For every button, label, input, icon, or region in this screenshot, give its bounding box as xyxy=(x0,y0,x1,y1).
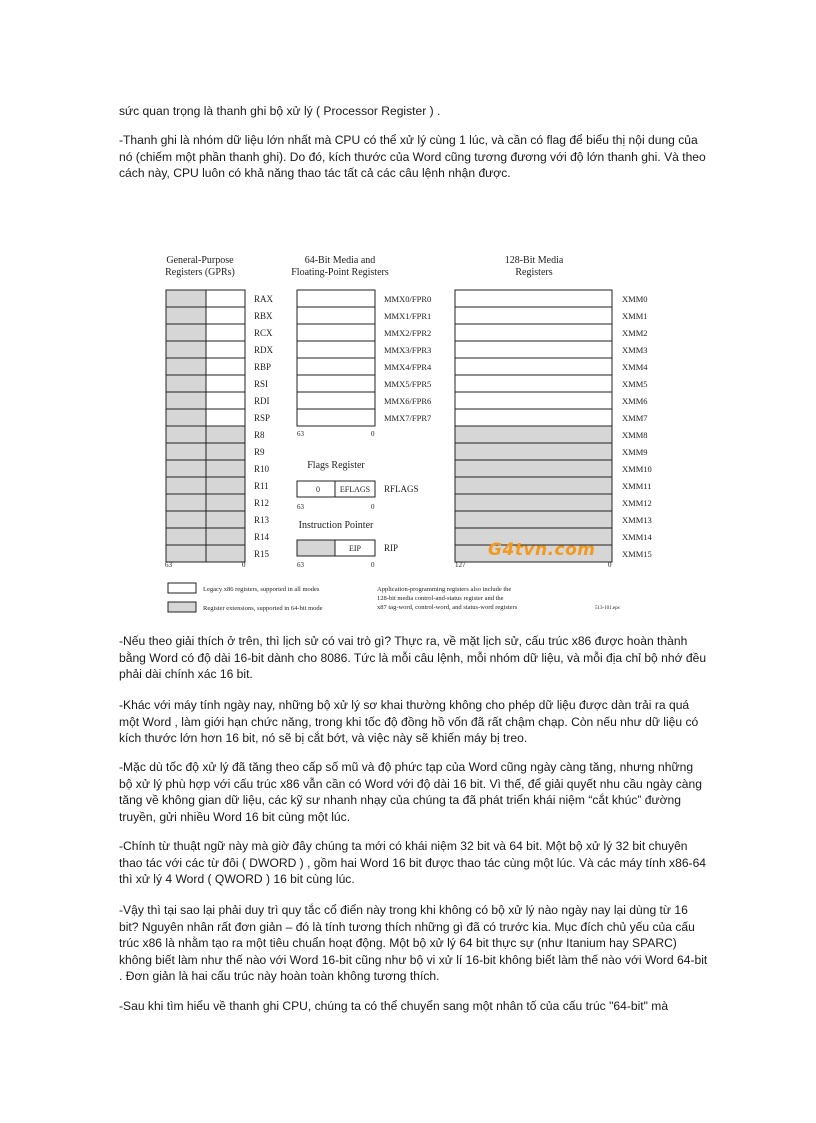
mmx-register-cell xyxy=(297,358,375,375)
note-line2: 128-bit media control-and-status register and the xyxy=(377,595,504,602)
gpr-register-name: R8 xyxy=(254,430,265,440)
mmx-register-cell xyxy=(297,409,375,426)
paragraph: -Khác với máy tính ngày nay, những bộ xử lý sơ khai thường không cho phép dữ liệu được dàn trải ra quá một Word , làm giới hạn chức năng, trong khi tốc độ đồng hồ vốn đã rất chậm chạp. Còn nếu như dữ liệu có kích thước lớn hơn 16 bit, nó sẽ bị cắt bớt, và việc này sẽ khiến máy bị treo. xyxy=(119,698,699,746)
gpr-cell-upper xyxy=(166,511,206,528)
xmm-register-cell xyxy=(455,494,612,511)
gpr-register-name: RSI xyxy=(254,379,269,389)
mmx-register-cell xyxy=(297,307,375,324)
paragraph: -Thanh ghi là nhóm dữ liệu lớn nhất mà CPU có thể xử lý cùng 1 lúc, và cần có flag để biểu thị nội dung của nó (chiếm một phần thanh ghi). Do đó, kích thước của Word cũng tương đương với độ lớn thanh ghi. Và theo cách này, CPU luôn có khả năng thao tác tất cả các câu lệnh nhận được. xyxy=(119,133,706,181)
xmm-register-name: XMM2 xyxy=(622,328,648,338)
gpr-register-name: R14 xyxy=(254,532,270,542)
gpr-cell-upper xyxy=(166,409,206,426)
mmx-register-name: MMX4/FPR4 xyxy=(384,362,432,372)
xmm-register-name: XMM0 xyxy=(622,294,648,304)
mmx-register-name: MMX3/FPR3 xyxy=(384,345,432,355)
gpr-cell-lower xyxy=(206,409,245,426)
xmm-bit-high: 127 xyxy=(455,561,466,569)
flags-title: Flags Register xyxy=(307,460,365,471)
mmx-register-labels xyxy=(384,294,432,423)
xmm-register-name: XMM7 xyxy=(622,413,648,423)
note-line1: Application-programming registers also include the xyxy=(377,586,512,593)
gpr-cell-lower xyxy=(206,392,245,409)
mmx-register-name: MMX2/FPR2 xyxy=(384,328,432,338)
gpr-cell-lower xyxy=(206,426,245,443)
gpr-cell-upper xyxy=(166,477,206,494)
gpr-cell-upper xyxy=(166,341,206,358)
paragraph: -Sau khi tìm hiểu về thanh ghi CPU, chúng ta có thể chuyển sang một nhân tố của cấu trúc "64-bit" mà xyxy=(119,999,669,1013)
figure-id: 513-101.eps xyxy=(595,606,620,611)
xmm-register-name: XMM6 xyxy=(622,396,648,406)
watermark-logo: G4tvn.com xyxy=(488,540,596,560)
gpr-cell-lower xyxy=(206,511,245,528)
gpr-cell-upper xyxy=(166,324,206,341)
gpr-register-labels xyxy=(254,294,274,559)
xmm-title-line1: 128-Bit Media xyxy=(504,255,564,266)
gpr-register-cells xyxy=(166,290,245,562)
gpr-cell-lower xyxy=(206,324,245,341)
gpr-cell-lower xyxy=(206,443,245,460)
gpr-register-name: RAX xyxy=(254,294,274,304)
xmm-register-cells xyxy=(455,290,612,562)
mmx-register-cell xyxy=(297,324,375,341)
gpr-register-name: R9 xyxy=(254,447,265,457)
xmm-register-labels xyxy=(622,294,653,559)
mmx-register-name: MMX7/FPR7 xyxy=(384,413,432,423)
gpr-cell-lower xyxy=(206,307,245,324)
xmm-register-cell xyxy=(455,477,612,494)
gpr-register-name: RSP xyxy=(254,413,271,423)
flags-bit-low: 0 xyxy=(371,503,375,511)
mmx-register-name: MMX6/FPR6 xyxy=(384,396,432,406)
flags-zero: 0 xyxy=(316,485,320,494)
xmm-register-cell xyxy=(455,358,612,375)
xmm-register-name: XMM14 xyxy=(622,532,652,542)
gpr-register-name: R15 xyxy=(254,549,270,559)
gpr-cell-upper xyxy=(166,375,206,392)
legend-ext-label: Register extensions, supported in 64-bit mode xyxy=(203,605,323,612)
gpr-cell-upper xyxy=(166,494,206,511)
gpr-register-name: R10 xyxy=(254,464,270,474)
xmm-register-cell xyxy=(455,375,612,392)
paragraph: -Mặc dù tốc độ xử lý đã tăng theo cấp số mũ và độ phức tạp của Word cũng ngày càng tăng, nhưng những bộ xử lý phù hợp với cấu trúc x86 vẫn cần có Word với độ dài 16 bit. Vì thế, để giải quyết nhu cầu ngày càng tăng về không gian dữ liệu, các kỹ sư nhanh nhạy của chúng ta đã phát triển khái niệm “cắt khúc” đường truyền, gửi nhiều Word 16 bit cùng một lúc. xyxy=(119,760,702,824)
gpr-cell-upper xyxy=(166,358,206,375)
gpr-cell-lower xyxy=(206,460,245,477)
mmx-register-cells xyxy=(297,290,375,426)
flags-cell-label: EFLAGS xyxy=(339,485,371,494)
mmx-register-cell xyxy=(297,290,375,307)
gpr-cell-lower xyxy=(206,341,245,358)
gpr-title-line2: Registers (GPRs) xyxy=(165,267,235,278)
mmx-bit-high: 63 xyxy=(297,430,304,438)
gpr-cell-upper xyxy=(166,460,206,477)
xmm-register-cell xyxy=(455,443,612,460)
mmx-title-line2: Floating-Point Registers xyxy=(291,267,389,278)
gpr-register-name: RCX xyxy=(254,328,273,338)
paragraph: -Nếu theo giải thích ở trên, thì lịch sử có vai trò gì? Thực ra, về mặt lịch sử, cấu trúc x86 được hoàn thành bằng Word có độ dài 16-bit dành cho 8086. Tức là mỗi câu lệnh, mỗi nhóm dữ liệu, và mỗi địa chỉ bộ nhớ đều phải dài chính xác 16 bit. xyxy=(119,634,707,682)
legend-legacy-label: Legacy x86 registers, supported in all modes xyxy=(203,586,320,593)
gpr-register-name: RBP xyxy=(254,362,272,372)
gpr-register-name: RDX xyxy=(254,345,274,355)
gpr-register-name: RBX xyxy=(254,311,273,321)
xmm-register-name: XMM9 xyxy=(622,447,648,457)
legend-ext-swatch xyxy=(168,602,196,612)
gpr-cell-lower xyxy=(206,375,245,392)
gpr-cell-upper xyxy=(166,307,206,324)
xmm-register-cell xyxy=(455,341,612,358)
gpr-cell-upper xyxy=(166,290,206,307)
gpr-bit-high: 63 xyxy=(165,561,172,569)
xmm-register-cell xyxy=(455,307,612,324)
xmm-register-name: XMM11 xyxy=(622,481,652,491)
xmm-title-line2: Registers xyxy=(515,267,553,278)
xmm-register-name: XMM3 xyxy=(622,345,648,355)
gpr-cell-upper xyxy=(166,392,206,409)
legend-legacy-swatch xyxy=(168,583,196,593)
gpr-cell-lower xyxy=(206,545,245,562)
ip-bit-high: 63 xyxy=(297,561,304,569)
mmx-register-cell xyxy=(297,375,375,392)
gpr-register-name: R11 xyxy=(254,481,269,491)
gpr-title-line1: General-Purpose xyxy=(166,255,234,266)
gpr-cell-lower xyxy=(206,477,245,494)
xmm-register-cell xyxy=(455,290,612,307)
gpr-cell-upper xyxy=(166,443,206,460)
paragraph: -Vậy thì tại sao lại phải duy trì quy tắc cổ điển này trong khi không có bộ xử lý nào ngày nay lại dùng từ 16 bit? Nguyên nhân rất đơn giản – đó là tính tương thích những gì đã có trước kia. Mục đích chủ yếu của cấu trúc x86 là nhằm tạo ra một tiêu chuẩn hoạt động. Một bộ xử lý 64 bit thực sự (như Itanium hay SPARC) không biết làm như thế nào với Word 16-bit cũng như bộ vi xử lí 16-bit không biết làm thế nào với Word 64-bit . Đơn giản là hai cấu trúc này hoàn toàn không tương thích. xyxy=(119,903,708,984)
flags-register-name: RFLAGS xyxy=(384,484,419,494)
mmx-title-line1: 64-Bit Media and xyxy=(304,255,376,266)
ip-title: Instruction Pointer xyxy=(298,520,374,531)
gpr-register-name: RDI xyxy=(254,396,270,406)
xmm-register-name: XMM1 xyxy=(622,311,648,321)
gpr-register-name: R12 xyxy=(254,498,270,508)
gpr-cell-upper xyxy=(166,426,206,443)
paragraph: sức quan trọng là thanh ghi bộ xử lý ( Processor Register ) . xyxy=(119,104,441,118)
ip-cell-label: EIP xyxy=(349,544,361,553)
xmm-register-cell xyxy=(455,511,612,528)
note-line3: x87 tag-word, control-word, and status-word registers xyxy=(377,604,518,611)
xmm-register-cell xyxy=(455,392,612,409)
xmm-register-name: XMM12 xyxy=(622,498,652,508)
ip-bit-low: 0 xyxy=(371,561,375,569)
gpr-cell-lower xyxy=(206,494,245,511)
xmm-register-name: XMM15 xyxy=(622,549,652,559)
xmm-register-name: XMM10 xyxy=(622,464,652,474)
xmm-bit-low: 0 xyxy=(608,561,612,569)
mmx-register-name: MMX5/FPR5 xyxy=(384,379,432,389)
xmm-register-name: XMM8 xyxy=(622,430,648,440)
gpr-cell-lower xyxy=(206,358,245,375)
mmx-register-name: MMX0/FPR0 xyxy=(384,294,432,304)
ip-register-name: RIP xyxy=(384,543,399,553)
xmm-register-cell xyxy=(455,409,612,426)
gpr-cell-lower xyxy=(206,290,245,307)
gpr-cell-lower xyxy=(206,528,245,545)
xmm-register-name: XMM4 xyxy=(622,362,648,372)
paragraph: -Chính từ thuật ngữ này mà giờ đây chúng ta mới có khái niệm 32 bit và 64 bit. Một bộ xử lý 32 bit chuyên thao tác với các từ đôi ( DWORD ) , gồm hai Word 16 bit được thao tác cùng một lúc. Và các máy tính x86-64 thì xử lý 4 Word ( QWORD ) 16 bit cùng lúc. xyxy=(119,839,707,887)
xmm-register-name: XMM5 xyxy=(622,379,648,389)
mmx-register-name: MMX1/FPR1 xyxy=(384,311,432,321)
xmm-register-name: XMM13 xyxy=(622,515,652,525)
gpr-cell-upper xyxy=(166,528,206,545)
register-diagram xyxy=(158,250,652,620)
mmx-register-cell xyxy=(297,341,375,358)
xmm-register-cell xyxy=(455,426,612,443)
gpr-register-name: R13 xyxy=(254,515,270,525)
gpr-bit-low: 0 xyxy=(242,561,246,569)
flags-bit-high: 63 xyxy=(297,503,304,511)
xmm-register-cell xyxy=(455,324,612,341)
mmx-register-cell xyxy=(297,392,375,409)
gpr-cell-upper xyxy=(166,545,206,562)
xmm-register-cell xyxy=(455,460,612,477)
mmx-bit-low: 0 xyxy=(371,430,375,438)
